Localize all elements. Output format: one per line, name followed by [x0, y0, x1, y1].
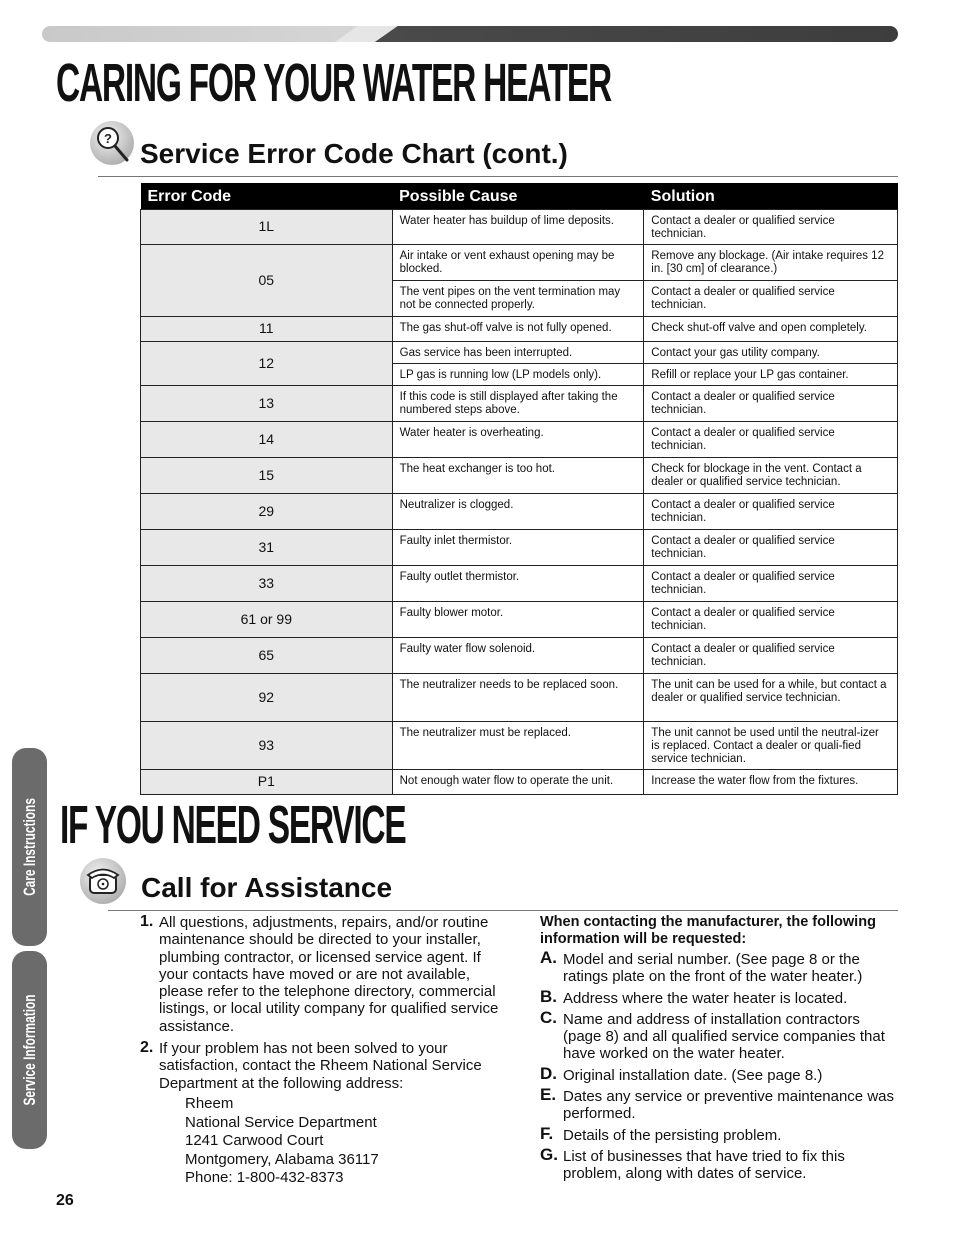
cause-cell: Not enough water flow to operate the unit. [392, 769, 644, 794]
solution-cell: Contact a dealer or qualified service technician. [644, 529, 898, 565]
assistance-right-column [540, 914, 900, 1187]
error-code-cell: 14 [141, 421, 393, 457]
table-row [141, 769, 898, 794]
list-item: 1. All questions, adjustments, repairs, and/or routine maintenance should be directed to your installer, plumbing contractor, or licensed service agent. If your contacts have moved or are not available, please refer to the telephone directory, commercial listings, or local utility company for qualified service assistance. [140, 913, 499, 1035]
cause-cell: Air intake or vent exhaust opening may be blocked. [392, 244, 644, 280]
solution-cell: Contact a dealer or qualified service technician. [644, 637, 898, 673]
header-error-code: Error Code [141, 183, 393, 209]
cause-cell: Gas service has been interrupted. [392, 341, 644, 363]
error-code-cell: 92 [141, 673, 393, 721]
side-tab-care-instructions[interactable]: Care Instructions [12, 748, 47, 946]
list-item: F. Details of the persisting problem. [540, 1123, 782, 1144]
header-solution: Solution [644, 183, 898, 209]
cause-cell: Neutralizer is clogged. [392, 493, 644, 529]
error-code-cell: 11 [141, 316, 393, 341]
error-code-cell: 29 [141, 493, 393, 529]
page-number: 26 [56, 1192, 74, 1209]
solution-cell: Refill or replace your LP gas container. [644, 363, 898, 385]
error-code-cell: 61 or 99 [141, 601, 393, 637]
cause-cell: Faulty water flow solenoid. [392, 637, 644, 673]
list-item: G. List of businesses that have tried to fix this problem, along with dates of service. [540, 1144, 845, 1183]
list-item: C. Name and address of installation contractors (page 8) and all qualified service companies that have worked on the water heater. [540, 1007, 885, 1063]
service-title: IF YOU NEED SERVICE [60, 795, 406, 855]
table-row [141, 209, 898, 244]
svg-text:?: ? [104, 131, 112, 146]
table-header-row [141, 183, 898, 209]
solution-cell: Check for blockage in the vent. Contact a dealer or qualified service technician. [644, 457, 898, 493]
cause-cell: If this code is still displayed after taking the numbered steps above. [392, 385, 644, 421]
list-item: E. Dates any service or preventive maintenance was performed. [540, 1085, 894, 1123]
assistance-left-column [140, 914, 500, 1188]
telephone-icon [80, 858, 126, 904]
error-code-table [140, 183, 898, 795]
section-title-call-assistance: Call for Assistance [141, 872, 393, 903]
table-row [141, 457, 898, 493]
cause-cell: Faulty blower motor. [392, 601, 644, 637]
solution-cell: The unit can be used for a while, but contact a dealer or qualified service technician. [644, 673, 898, 721]
solution-cell: Increase the water flow from the fixtures. [644, 769, 898, 794]
table-row [141, 244, 898, 280]
side-tab-service-information[interactable]: Service Information [12, 951, 47, 1149]
service-address: Rheem National Service Department 1241 Carwood Court Montgomery, Alabama 36117 Phone: 1-800-432-8373 [140, 1095, 500, 1188]
table-row [141, 385, 898, 421]
cause-cell: The gas shut-off valve is not fully opened. [392, 316, 644, 341]
solution-cell: The unit cannot be used until the neutral-izer is replaced. Contact a dealer or quali-fied service technician. [644, 721, 898, 769]
table-row [141, 673, 898, 721]
table-row [141, 529, 898, 565]
solution-cell: Contact a dealer or qualified service technician. [644, 601, 898, 637]
list-item: A. Model and serial number. (See page 8 or the ratings plate on the front of the water heater.) [540, 948, 863, 986]
section-divider [108, 910, 898, 911]
cause-cell: LP gas is running low (LP models only). [392, 363, 644, 385]
error-code-cell: 1L [141, 209, 393, 244]
table-row [141, 341, 898, 363]
solution-cell: Contact a dealer or qualified service technician. [644, 493, 898, 529]
section-title-error-chart: Service Error Code Chart (cont.) [140, 138, 568, 169]
list-item: 2. If your problem has not been solved to your satisfaction, contact the Rheem National Service Department at the following address: [140, 1039, 482, 1092]
page-title: CARING FOR YOUR WATER HEATER [56, 53, 611, 113]
cause-cell: Faulty outlet thermistor. [392, 565, 644, 601]
error-code-cell: 13 [141, 385, 393, 421]
cause-cell: Water heater has buildup of lime deposits. [392, 209, 644, 244]
error-code-cell: 93 [141, 721, 393, 769]
section-divider [98, 176, 898, 177]
list-item: B. Address where the water heater is located. [540, 986, 848, 1007]
error-code-cell: 31 [141, 529, 393, 565]
error-code-cell: 65 [141, 637, 393, 673]
solution-cell: Check shut-off valve and open completely. [644, 316, 898, 341]
solution-cell: Contact a dealer or qualified service technician. [644, 421, 898, 457]
table-row [141, 637, 898, 673]
solution-cell: Remove any blockage. (Air intake requires 12 in. [30 cm] of clearance.) [644, 244, 898, 280]
cause-cell: Water heater is overheating. [392, 421, 644, 457]
solution-cell: Contact your gas utility company. [644, 341, 898, 363]
error-code-cell: 15 [141, 457, 393, 493]
table-row [141, 721, 898, 769]
service-phone: Phone: 1-800-432-8373 [185, 1169, 344, 1187]
cause-cell: The neutralizer needs to be replaced soon. [392, 673, 644, 721]
cause-cell: Faulty inlet thermistor. [392, 529, 644, 565]
cause-cell: The vent pipes on the vent termination may not be connected properly. [392, 280, 644, 316]
table-row [141, 421, 898, 457]
header-bar [42, 26, 898, 42]
error-code-cell: 05 [141, 244, 393, 316]
cause-cell: The heat exchanger is too hot. [392, 457, 644, 493]
info-lead: When contacting the manufacturer, the following information will be requested: [540, 914, 876, 947]
cause-cell: The neutralizer must be replaced. [392, 721, 644, 769]
magnifier-help-icon [90, 121, 134, 165]
solution-cell: Contact a dealer or qualified service technician. [644, 280, 898, 316]
table-row [141, 493, 898, 529]
error-code-cell: 33 [141, 565, 393, 601]
solution-cell: Contact a dealer or qualified service technician. [644, 385, 898, 421]
header-possible-cause: Possible Cause [392, 183, 644, 209]
solution-cell: Contact a dealer or qualified service technician. [644, 565, 898, 601]
error-code-cell: P1 [141, 769, 393, 794]
table-row [141, 316, 898, 341]
table-row [141, 565, 898, 601]
solution-cell: Contact a dealer or qualified service technician. [644, 209, 898, 244]
error-code-cell: 12 [141, 341, 393, 385]
table-row [141, 601, 898, 637]
list-item: D. Original installation date. (See page 8.) [540, 1063, 823, 1084]
